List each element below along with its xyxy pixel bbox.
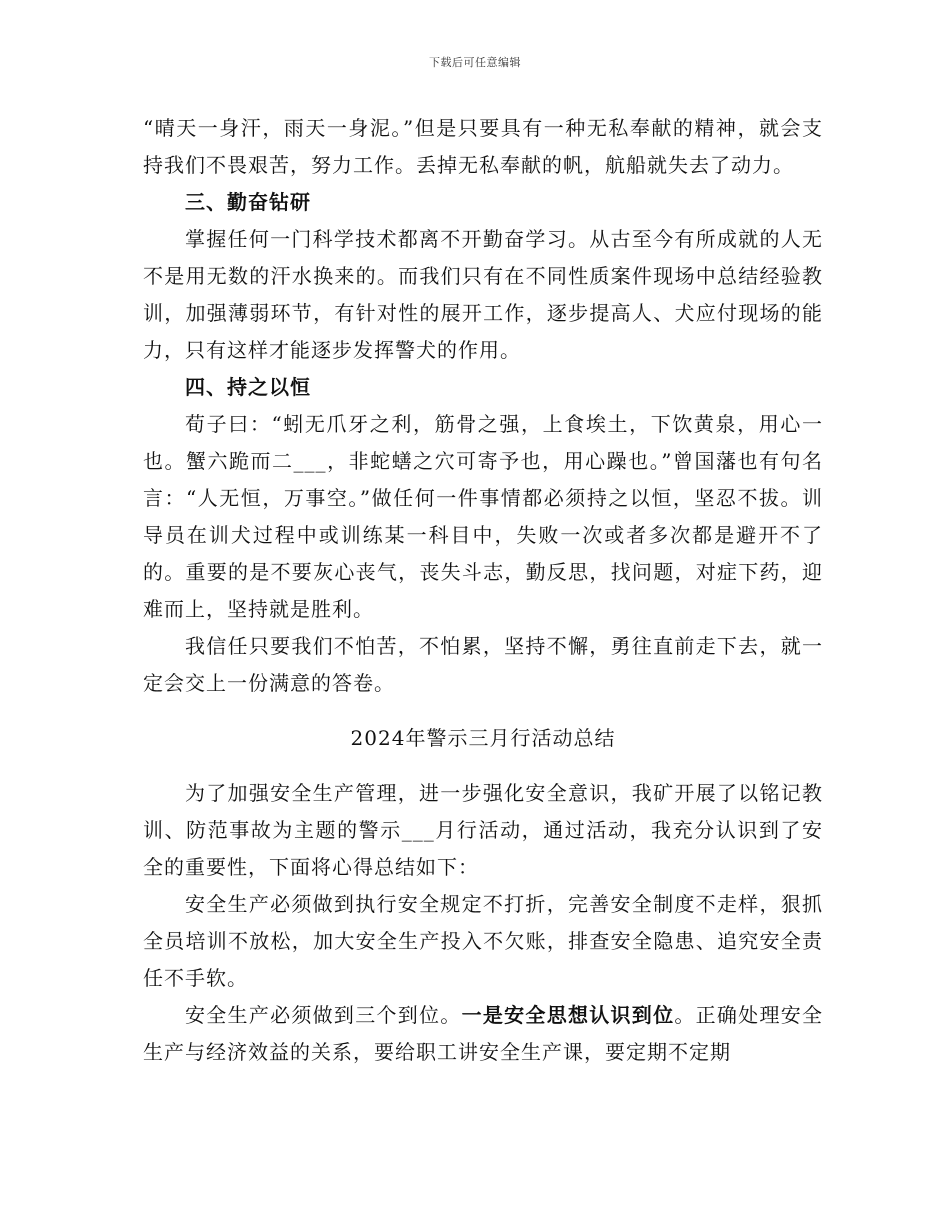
paragraph-intro: 为了加强安全生产管理，进一步强化安全意识，我矿开展了以铭记教训、防范事故为主题的警示___月行活动，通过活动，我充分认识到了安全的重要性，下面将心得总结如下：	[143, 781, 823, 879]
paragraph-three-in-place	[143, 997, 823, 1071]
paragraph-diligent-study: 掌握任何一门科学技术都离不开勤奋学习。从古至今有所成就的人无不是用无数的汗水换来的。而我们只有在不同性质案件现场中总结经验教训，加强薄弱环节，有针对性的展开工作，逐步提高人、犬应付现场的能力，只有这样才能逐步发挥警犬的作用。	[143, 227, 823, 362]
three-in-place-rest: 。正确处理安全生产与经济效益的关系，要给职工讲安全生产课，要定期不定期	[143, 1003, 824, 1064]
paragraph-safety-rules: 安全生产必须做到执行安全规定不打折，完善安全制度不走样，狠抓全员培训不放松，加大安全生产投入不欠账，排查安全隐患、追究安全责任不手软。	[143, 892, 823, 990]
paragraph-dedication: “晴天一身汗，雨天一身泥。”但是只要具有一种无私奉献的精神，就会支持我们不畏艰苦，努力工作。丢掉无私奉献的帆，航船就失去了动力。	[143, 116, 823, 177]
document-body	[143, 110, 823, 1071]
three-in-place-lead: 安全生产必须做到三个到位。	[185, 1003, 462, 1027]
paragraph-perseverance: 荀子曰：“蚓无爪牙之利，筋骨之强，上食埃土，下饮黄泉，用心一也。蟹六跪而二___，非蛇蟮之穴可寄予也，用心躁也。”曾国藩也有句名言：“人无恒，万事空。”做任何一件事情都必须持之以恒，坚忍不拔。训导员在训犬过程中或训练某一科目中，失败一次或者多次都是避开不了的。重要的是不要灰心丧气，丧失斗志，勤反思，找问题，对症下药，迎难而上，坚持就是胜利。	[143, 412, 823, 621]
page-header: 下载后可任意编辑	[429, 56, 521, 69]
paragraph-closing: 我信任只要我们不怕苦，不怕累，坚持不懈，勇往直前走下去，就一定会交上一份满意的答卷。	[143, 634, 823, 695]
three-in-place-first-point: 一是安全思想认识到位	[461, 1003, 675, 1027]
heading-diligent-study: 三、勤奋钻研	[185, 190, 311, 214]
heading-perseverance: 四、持之以恒	[185, 375, 311, 399]
article-title: 2024年警示三月行活动总结	[350, 726, 616, 750]
